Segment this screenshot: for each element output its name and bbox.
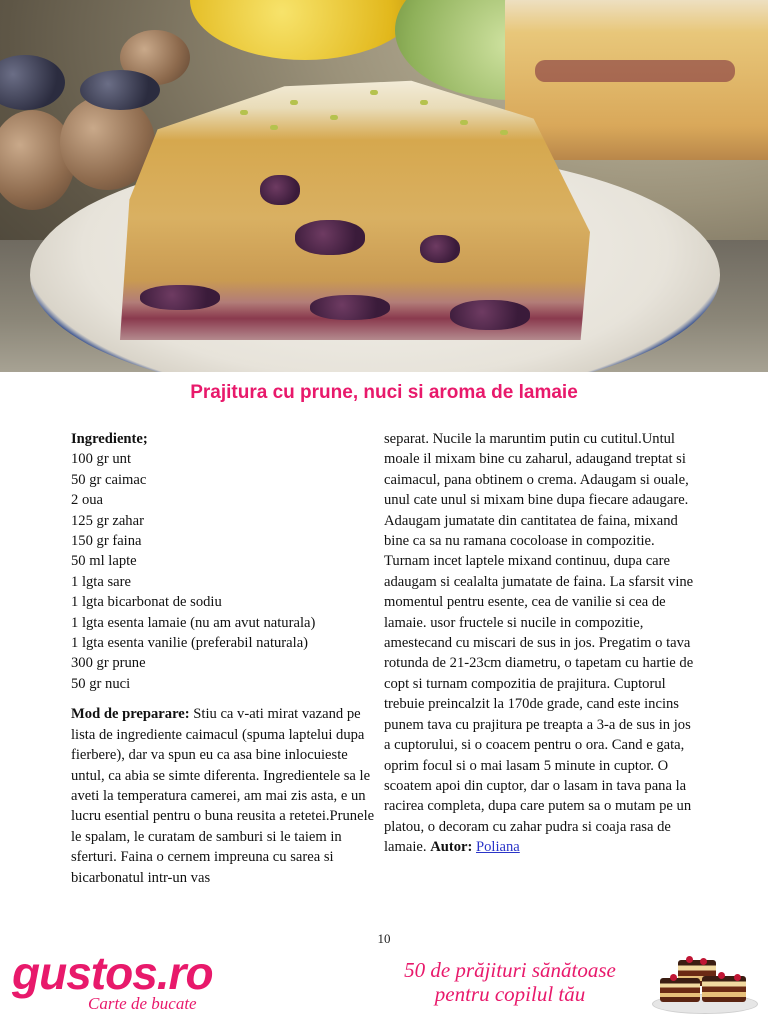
- ingredient-item: 50 ml lapte: [71, 553, 137, 570]
- ingredient-item: 300 gr prune: [71, 655, 146, 672]
- cake-piece: [660, 978, 700, 1002]
- ingredient-item: 1 lgta bicarbonat de sodiu: [71, 594, 222, 611]
- tagline-line-2: pentru copilul tău: [434, 982, 586, 1006]
- ingredient-item: 125 gr zahar: [71, 512, 144, 529]
- author-link[interactable]: Poliana: [476, 839, 520, 856]
- ingredient-item: 100 gr unt: [71, 451, 131, 468]
- method-continuation: [384, 429, 694, 858]
- ingredient-item: 1 lgta esenta lamaie (nu am avut naturala): [71, 614, 316, 631]
- ingredient-item: 1 lgta sare: [71, 573, 131, 590]
- cake-photo: [0, 0, 768, 372]
- page-number: 10: [377, 931, 391, 946]
- ingredient-item: 150 gr faina: [71, 533, 142, 550]
- plum-decoration: [0, 55, 65, 110]
- ingredient-item: 50 gr nuci: [71, 675, 131, 692]
- footer-cake-image: [648, 952, 760, 1016]
- ingredient-item: 50 gr caimac: [71, 471, 147, 488]
- ingredients-heading: Ingrediente;: [71, 431, 148, 447]
- background-cake-slice: [505, 0, 768, 160]
- method-text: Stiu ca v-ati mirat vazand pe lista de ingrediente caimacul (spuma laptelui dupa fierbere), dar va spun eu ca asa bine inlocuieste untul, ca abia se simte diferenta. Ingredientele sa le aveti la temperatura camerei, am mai zis asta, e un lucru esential pentru o buna reusita a retetei.Prunele le spalam, le curatam de samburi si le taiem in sferturi. Faina o cernem impreuna cu sarea si bicarbonatul intr-un vas: [71, 706, 375, 886]
- ingredient-item: 1 lgta esenta vanilie (preferabil naturala): [71, 635, 309, 652]
- recipe-title: Prajitura cu prune, nuci si aroma de lamaie: [190, 382, 578, 403]
- method-text-continued: separat. Nucile la maruntim putin cu cutitul.Untul moale il mixam bine cu zaharul, adaugand treptat si caimacul, pana obtinem o crema. Adaugam si ouale, unul cate unul si mixam bine dupa fiecare adaugare. Adaugam jumatate din cantitatea de faina, mixand bine ca sa nu ramana cocoloase in compozitie. Turnam incet laptele mixand continuu, dupa care adaugam si cealalta jumatate de faina. La sfarsit vine momentul pentru esente, cea de vanilie si cea de lamaie. usor fructele si nucile in compozitie, amestecand cu miscari de sus in jos. Pregatim o tava rotunda de 21-23cm diametru, o tapetam cu hartie de copt si turnam compozitia de prajitura. Cuptorul trebuie preincalzit la 170de grade, cand este incins punem tava cu prajitura pe treapta a 3-a de sus in jos a cuptorului, si o coacem pentru o ora. Cand e gata, oprim focul si o mai lasam 5 minute in cuptor. O scoatem apoi din cuptor, dar o lasam in tava pana la racirea completa, dupa care putem sa o mutam pe un platou, o decoram cu zahar pudra si coaja rasa de lamaie.: [384, 431, 694, 856]
- gustos-logo: gustos.ro: [12, 947, 213, 999]
- left-column: [71, 429, 381, 888]
- author-label: Autor:: [430, 839, 473, 856]
- lemon-decoration: [190, 0, 420, 60]
- plum-decoration: [80, 70, 160, 110]
- method-label: Mod de preparare:: [71, 706, 190, 723]
- book-tagline: [370, 958, 650, 1006]
- right-column: [384, 429, 694, 858]
- logo-subtitle: Carte de bucate: [88, 994, 197, 1013]
- ingredient-item: 2 oua: [71, 492, 104, 509]
- method-paragraph: [71, 704, 381, 888]
- tagline-line-1: 50 de prăjituri sănătoase: [404, 958, 616, 982]
